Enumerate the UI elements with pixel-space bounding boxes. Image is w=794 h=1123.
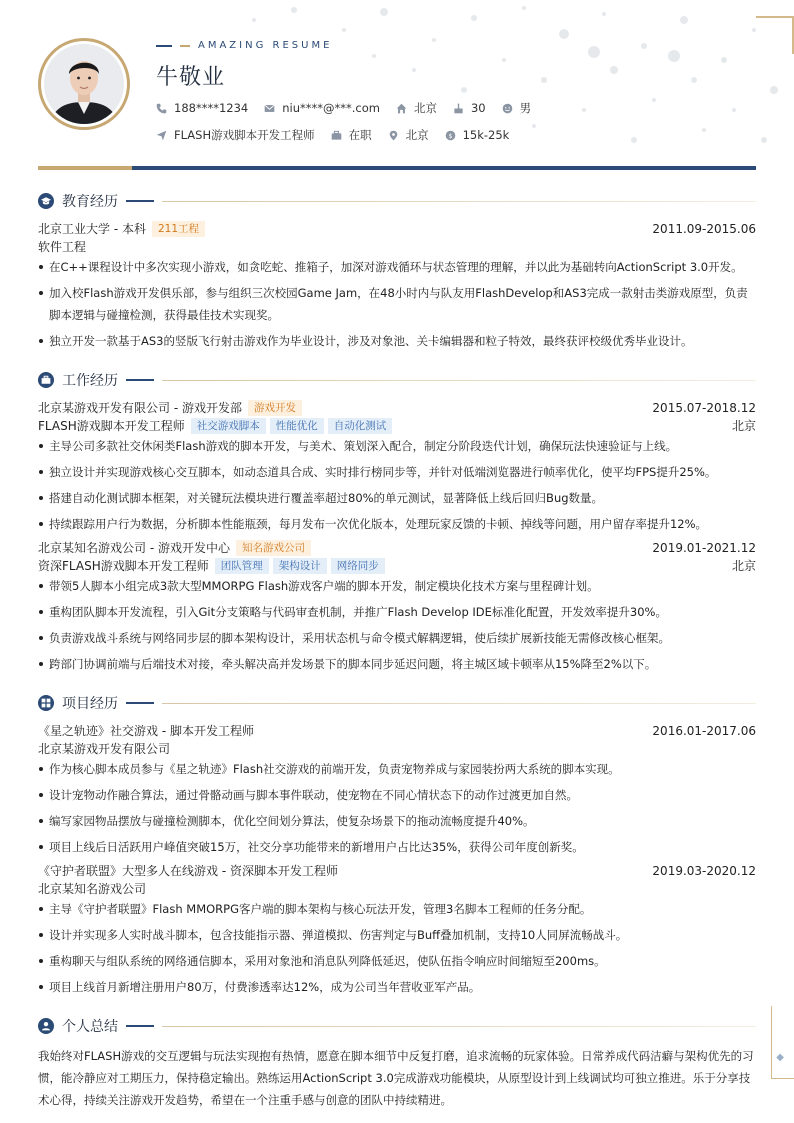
job-status-item: 在职 — [331, 127, 372, 143]
education-section-header — [38, 192, 756, 210]
job-date: 2019.01-2021.12 — [652, 540, 756, 555]
list-item: 持续跟踪用户行为数据，分析脚本性能瓶颈，每月发布一次优化版本，处理玩家反馈的卡顿、掉线等问题，用户留存率提升12%。 — [38, 513, 756, 535]
school-tag: 211工程 — [152, 221, 205, 237]
school-name: 北京工业大学 - 本科 — [38, 222, 146, 236]
skill-tag: 性能优化 — [270, 418, 324, 434]
avatar — [38, 38, 130, 130]
work-title: 工作经历 — [62, 373, 118, 389]
list-item: 项目上线首月新增注册用户80万，付费渗透率达12%，成为公司当年营收亚军产品。 — [38, 976, 756, 998]
job-position-line — [38, 557, 756, 574]
avatar-photo — [44, 44, 124, 124]
job-position-line — [38, 417, 756, 434]
briefcase-icon — [331, 130, 342, 141]
location-icon — [388, 130, 399, 141]
gender-item: 男 — [502, 100, 532, 116]
briefcase-icon — [38, 372, 54, 388]
cake-icon — [453, 103, 464, 114]
project-name: 《星之轨迹》社交游戏 - 脚本开发工程师 — [38, 724, 254, 738]
project-name-line — [38, 862, 756, 879]
list-item: 负责游戏战斗系统与网络同步层的脚本架构设计，采用状态机与命令模式解耦逻辑，使后续扩展新技能无需修改核心框架。 — [38, 627, 756, 649]
diamond-icon: ◆ — [776, 1052, 784, 1063]
age-item: 30 — [453, 101, 486, 115]
project-date: 2019.03-2020.12 — [652, 863, 756, 878]
education-major-line — [38, 238, 756, 255]
list-item: 独立设计并实现游戏核心交互脚本，如动态道具合成、实时排行榜同步等，并针对低端浏览器进行帧率优化，使平均FPS提升25%。 — [38, 461, 756, 483]
list-item: 主导公司多款社交休闲类Flash游戏的脚本开发，与美术、策划深入配合，制定分阶段迭代计划，确保玩法快速验证与上线。 — [38, 435, 756, 457]
graduation-cap-icon — [38, 193, 54, 209]
salary-item: $ 15k-25k — [445, 128, 510, 142]
salary-icon — [445, 130, 456, 141]
list-item: 作为核心脚本成员参与《星之轨迹》Flash社交游戏的前端开发，负责宠物养成与家园装扮两大系统的脚本实现。 — [38, 758, 756, 780]
home-icon — [396, 103, 407, 114]
list-item: 设计并实现多人实时战斗脚本，包含技能指示器、弹道模拟、伤害判定与Buff叠加机制，支持10人同屏流畅战斗。 — [38, 924, 756, 946]
grid-icon — [38, 695, 54, 711]
email-item: niu****@***.com — [264, 101, 380, 115]
project-name-line — [38, 722, 756, 739]
hometown-item: 北京 — [396, 100, 437, 116]
company-name: 北京某知名游戏公司 - 游戏开发中心 — [38, 541, 230, 555]
job-city: 北京 — [731, 419, 756, 433]
education-bullets — [38, 256, 756, 356]
list-item: 重构聊天与组队系统的网络通信脚本，采用对象池和消息队列降低延迟，使队伍指令响应时间缩短至200ms。 — [38, 950, 756, 972]
mail-icon — [264, 103, 275, 114]
work-section-header — [38, 371, 756, 389]
target-city-item: 北京 — [388, 127, 429, 143]
resume-tagline: AMAZING RESUME — [156, 40, 332, 51]
projects-section-header — [38, 694, 756, 712]
list-item: 加入校Flash游戏开发俱乐部，参与组织三次校园Game Jam，在48小时内与队友用FlashDevelop和AS3完成一款射击类游戏原型，负责脚本逻辑与碰撞检测，获得最佳技术实现奖。 — [38, 282, 756, 326]
projects-title: 项目经历 — [62, 696, 118, 712]
project-company: 北京某游戏开发有限公司 — [38, 742, 171, 756]
list-item: 设计宠物动作融合算法，通过骨骼动画与脚本事件联动，使宠物在不同心情状态下的动作过渡更加自然。 — [38, 784, 756, 806]
skill-tag: 网络同步 — [331, 558, 385, 574]
list-item: 主导《守护者联盟》Flash MMORPG客户端的脚本架构与核心玩法开发，管理3名脚本工程师的任务分配。 — [38, 898, 756, 920]
phone-icon — [156, 103, 167, 114]
company-tag: 知名游戏公司 — [236, 540, 311, 556]
list-item: 项目上线后日活跃用户峰值突破15万，社交分享功能带来的新增用户占比达35%，获得公司年度创新奖。 — [38, 836, 756, 858]
list-item: 编写家园物品摆放与碰撞检测脚本，优化空间划分算法，使复杂场景下的拖动流畅度提升40%。 — [38, 810, 756, 832]
gender-icon — [502, 103, 513, 114]
project-name: 《守护者联盟》大型多人在线游戏 - 资深脚本开发工程师 — [38, 864, 338, 878]
contact-row — [156, 100, 547, 116]
corner-bracket-bottom — [771, 1006, 794, 1079]
phone-item: 188****1234 — [156, 101, 248, 115]
job-position: 资深FLASH游戏脚本开发工程师 — [38, 559, 209, 573]
svg-text:$: $ — [448, 132, 453, 140]
job-bullets — [38, 575, 756, 679]
job-intent-row — [156, 127, 525, 143]
job-bullets — [38, 435, 756, 539]
summary-text: 我始终对FLASH游戏的交互逻辑与玩法实现抱有热情，愿意在脚本细节中反复打磨，追求流畅的玩家体验。日常养成代码洁癖与架构优先的习惯，能冷静应对工期压力，保持稳定输出。熟练运用ActionScript 3.0完成游戏功能模块，从原型设计到上线调试均可独立推进。乐于分享技术心得，持续关注游戏开发趋势，希望在一个注重手感与创意的团队中持续精进。 — [38, 1049, 754, 1107]
project-company-line — [38, 880, 756, 897]
candidate-name: 牛敬业 — [156, 65, 226, 90]
company-tag: 游戏开发 — [248, 400, 302, 416]
target-position-item: FLASH游戏脚本开发工程师 — [156, 127, 315, 143]
project-date: 2016.01-2017.06 — [652, 723, 756, 738]
skill-tag: 团队管理 — [215, 558, 269, 574]
list-item: 重构团队脚本开发流程，引入Git分支策略与代码审查机制，并推广Flash Develop IDE标准化配置，开发效率提升30%。 — [38, 601, 756, 623]
education-title: 教育经历 — [62, 194, 118, 210]
summary-section-header — [38, 1017, 756, 1035]
company-name: 北京某游戏开发有限公司 - 游戏开发部 — [38, 401, 242, 415]
summary-title: 个人总结 — [62, 1019, 118, 1035]
skill-tag: 架构设计 — [273, 558, 327, 574]
project-company: 北京某知名游戏公司 — [38, 882, 147, 896]
list-item: 带领5人脚本小组完成3款大型MMORPG Flash游戏客户端的脚本开发，制定模块化技术方案与里程碑计划。 — [38, 575, 756, 597]
education-entry-line — [38, 220, 756, 237]
list-item: 搭建自动化测试脚本框架，对关键玩法模块进行覆盖率超过80%的单元测试，显著降低上线后回归Bug数量。 — [38, 487, 756, 509]
project-company-line — [38, 740, 756, 757]
job-city: 北京 — [731, 559, 756, 573]
education-date: 2011.09-2015.06 — [652, 221, 756, 236]
send-icon — [156, 130, 167, 141]
job-company-line — [38, 399, 756, 416]
skill-tag: 自动化测试 — [328, 418, 393, 434]
project-bullets — [38, 898, 756, 1002]
project-bullets — [38, 758, 756, 862]
job-company-line — [38, 539, 756, 556]
list-item: 跨部门协调前端与后端技术对接，牵头解决高并发场景下的脚本同步延迟问题，将主城区域卡顿率从15%降至2%以下。 — [38, 653, 756, 675]
skill-tag: 社交游戏脚本 — [191, 418, 266, 434]
job-date: 2015.07-2018.12 — [652, 400, 756, 415]
corner-bracket-top — [756, 16, 794, 54]
list-item: 独立开发一款基于AS3的竖版飞行射击游戏作为毕业设计，涉及对象池、关卡编辑器和粒子特效，最终获评校级优秀毕业设计。 — [38, 330, 756, 352]
major: 软件工程 — [38, 240, 87, 254]
user-icon — [38, 1018, 54, 1034]
list-item: 在C++课程设计中多次实现小游戏，如贪吃蛇、推箱子，加深对游戏循环与状态管理的理解，并以此为基础转向ActionScript 3.0开发。 — [38, 256, 756, 278]
header-divider — [38, 166, 756, 170]
job-position: FLASH游戏脚本开发工程师 — [38, 419, 185, 433]
